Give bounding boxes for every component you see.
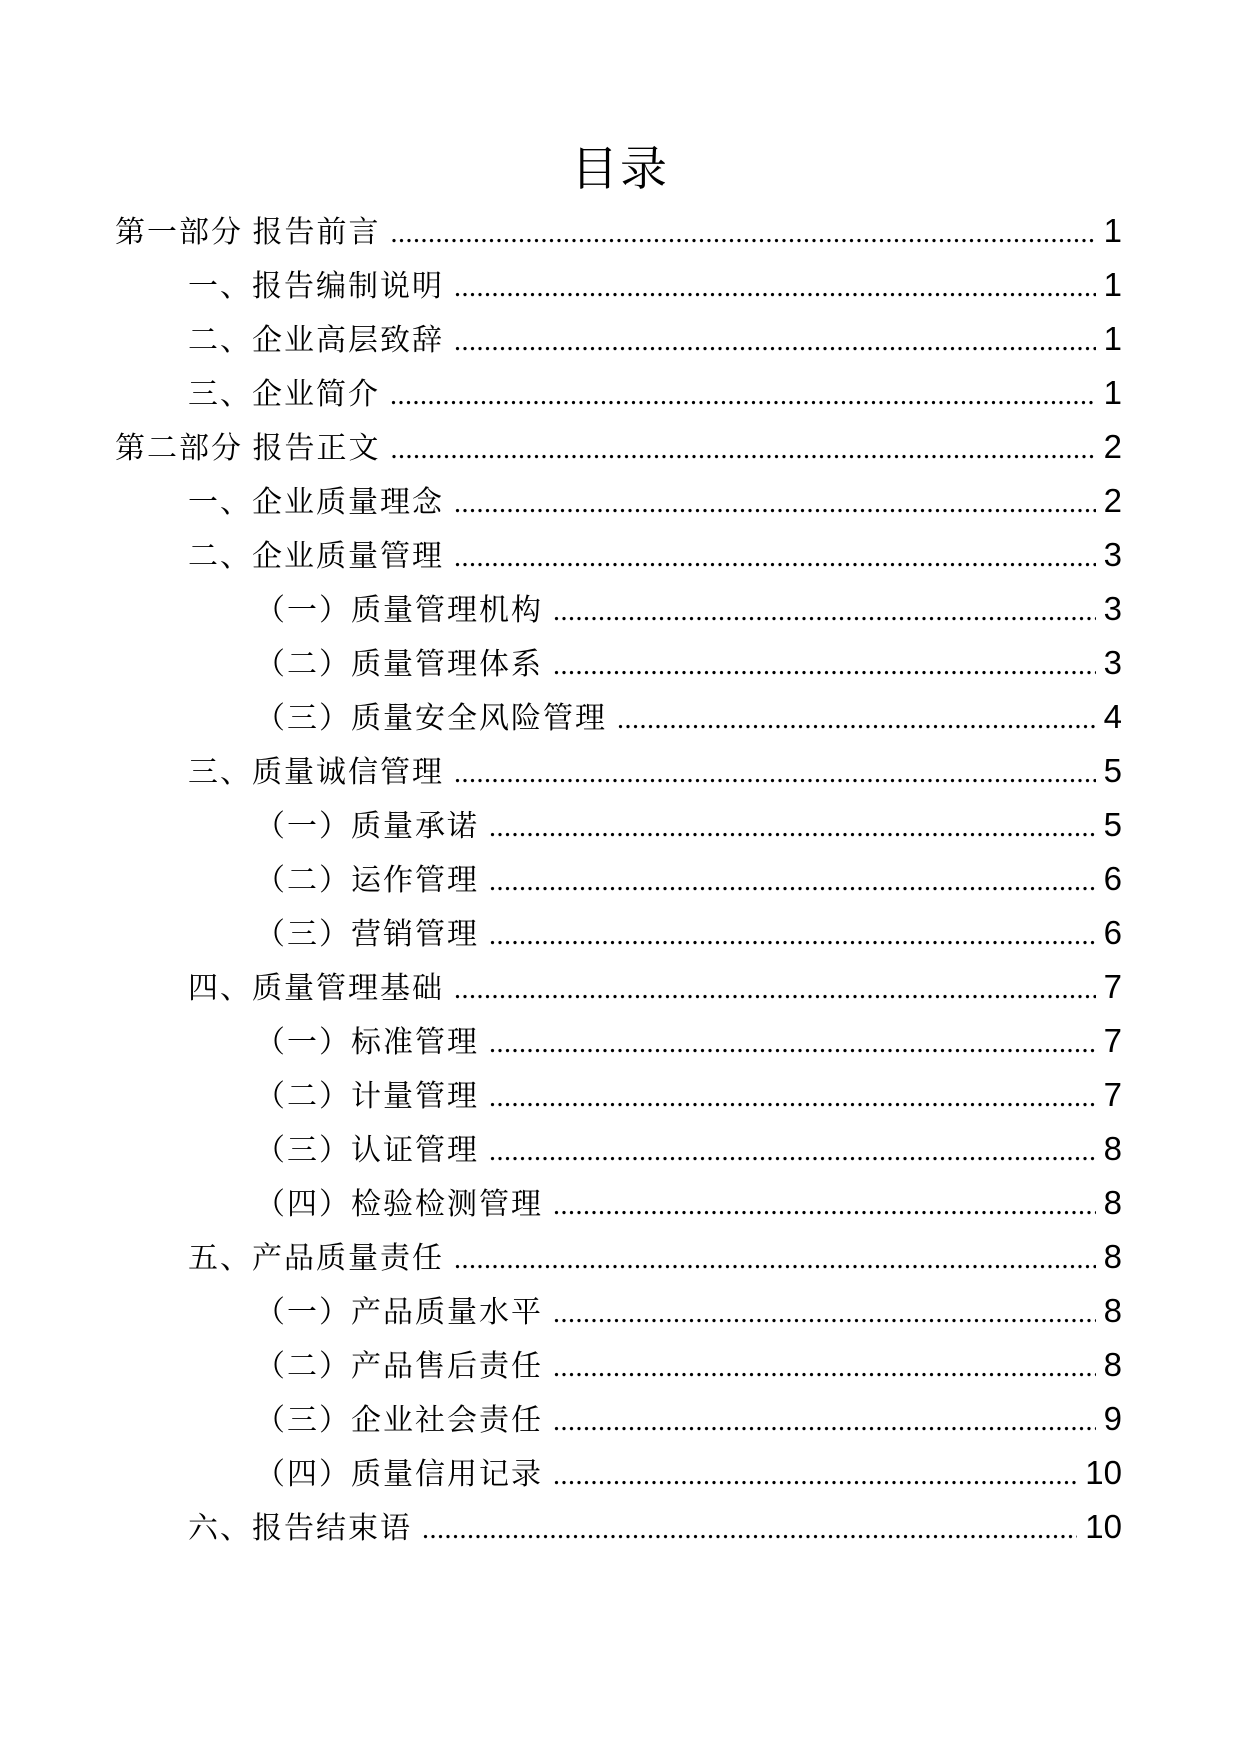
toc-entry[interactable] [115,744,1122,798]
toc-title: 目录 [571,144,669,196]
toc-entry-label: 二、企业质量管理 [188,540,444,573]
toc-page-number: 1 [1103,374,1122,411]
toc-page-number: 2 [1103,428,1122,465]
toc-page-number: 3 [1103,536,1122,573]
toc-dot-leader [553,585,1096,636]
toc-entry-label: 三、质量诚信管理 [188,756,444,789]
toc-entry[interactable] [115,906,1122,960]
toc-page-number: 6 [1103,860,1122,897]
toc-entry-label: 第二部分 报告正文 [115,432,381,465]
toc-entry[interactable] [115,1122,1122,1176]
toc-list [0,204,1240,1554]
toc-page-number: 3 [1103,590,1122,627]
toc-entry[interactable] [115,690,1122,744]
toc-entry-label: 第一部分 报告前言 [115,216,381,249]
toc-entry-label: 五、产品质量责任 [188,1242,444,1275]
toc-page-number: 1 [1103,320,1122,357]
toc-entry-label: 一、报告编制说明 [188,270,444,303]
toc-page-number: 6 [1103,914,1122,951]
toc-dot-leader [553,1341,1096,1392]
toc-entry[interactable] [115,1284,1122,1338]
toc-entry-label: （二）计量管理 [255,1080,479,1113]
toc-dot-leader [489,1017,1096,1068]
toc-entry[interactable] [115,420,1122,474]
toc-dot-leader [553,1179,1096,1230]
toc-dot-leader [553,639,1096,690]
toc-page-number: 8 [1103,1346,1122,1383]
toc-page-number: 2 [1103,482,1122,519]
toc-dot-leader [553,1287,1096,1338]
toc-page-number: 8 [1103,1184,1122,1221]
toc-dot-leader [454,1233,1096,1284]
toc-dot-leader [454,261,1096,312]
toc-entry[interactable] [115,1500,1122,1554]
toc-entry-label: 六、报告结束语 [188,1512,412,1545]
toc-entry-label: （三）质量安全风险管理 [255,702,607,735]
toc-entry[interactable] [115,1014,1122,1068]
toc-page-number: 1 [1103,266,1122,303]
toc-entry[interactable] [115,258,1122,312]
toc-dot-leader [390,369,1096,420]
toc-entry-label: （一）质量承诺 [255,810,479,843]
toc-dot-leader [489,1125,1096,1176]
toc-entry[interactable] [115,1230,1122,1284]
toc-entry-label: 一、企业质量理念 [188,486,444,519]
toc-entry-label: （三）认证管理 [255,1134,479,1167]
toc-entry[interactable] [115,474,1122,528]
toc-entry[interactable] [115,636,1122,690]
toc-entry-label: （三）营销管理 [255,918,479,951]
toc-dot-leader [489,801,1096,852]
toc-page-number: 1 [1103,212,1122,249]
toc-dot-leader [391,207,1096,258]
toc-page-number: 8 [1103,1130,1122,1167]
toc-page-number: 5 [1103,752,1122,789]
toc-entry-label: （一）标准管理 [255,1026,479,1059]
toc-entry[interactable] [115,1338,1122,1392]
toc-entry[interactable] [115,528,1122,582]
toc-entry-label: 二、企业高层致辞 [188,324,444,357]
toc-entry-label: （三）企业社会责任 [255,1404,543,1437]
toc-dot-leader [454,315,1096,366]
toc-page-number: 9 [1103,1400,1122,1437]
toc-dot-leader [422,1503,1077,1554]
toc-entry[interactable] [115,582,1122,636]
toc-entry[interactable] [115,852,1122,906]
toc-entry-label: （一）产品质量水平 [255,1296,543,1329]
toc-entry[interactable] [115,1446,1122,1500]
toc-dot-leader [391,423,1096,474]
toc-entry-label: 三、企业简介 [188,378,380,411]
toc-page-number: 8 [1103,1292,1122,1329]
toc-page-number: 7 [1103,1076,1122,1113]
toc-entry[interactable] [115,960,1122,1014]
toc-page-number: 10 [1085,1454,1122,1491]
toc-dot-leader [489,855,1096,906]
toc-page-number: 5 [1103,806,1122,843]
toc-dot-leader [454,531,1096,582]
toc-page-number: 3 [1103,644,1122,681]
toc-entry-label: （二）运作管理 [255,864,479,897]
toc-dot-leader [454,963,1096,1014]
toc-dot-leader [489,1071,1096,1122]
toc-entry[interactable] [115,1392,1122,1446]
toc-entry[interactable] [115,1176,1122,1230]
toc-entry[interactable] [115,798,1122,852]
toc-page-number: 7 [1103,1022,1122,1059]
toc-entry[interactable] [115,312,1122,366]
toc-dot-leader [489,909,1096,960]
toc-entry-label: （二）质量管理体系 [255,648,543,681]
toc-dot-leader [454,477,1096,528]
toc-entry-label: （一）质量管理机构 [255,594,543,627]
toc-entry[interactable] [115,204,1122,258]
toc-entry-label: （二）产品售后责任 [255,1350,543,1383]
toc-dot-leader [454,747,1096,798]
toc-page-number: 4 [1103,698,1122,735]
toc-page-number: 7 [1103,968,1122,1005]
toc-entry-label: （四）检验检测管理 [255,1188,543,1221]
toc-dot-leader [553,1395,1096,1446]
toc-entry[interactable] [115,366,1122,420]
toc-entry[interactable] [115,1068,1122,1122]
toc-page-number: 10 [1085,1508,1122,1545]
toc-entry-label: 四、质量管理基础 [188,972,444,1005]
toc-page-number: 8 [1103,1238,1122,1275]
toc-entry-label: （四）质量信用记录 [255,1458,543,1491]
toc-dot-leader [553,1449,1077,1500]
toc-dot-leader [617,693,1096,744]
